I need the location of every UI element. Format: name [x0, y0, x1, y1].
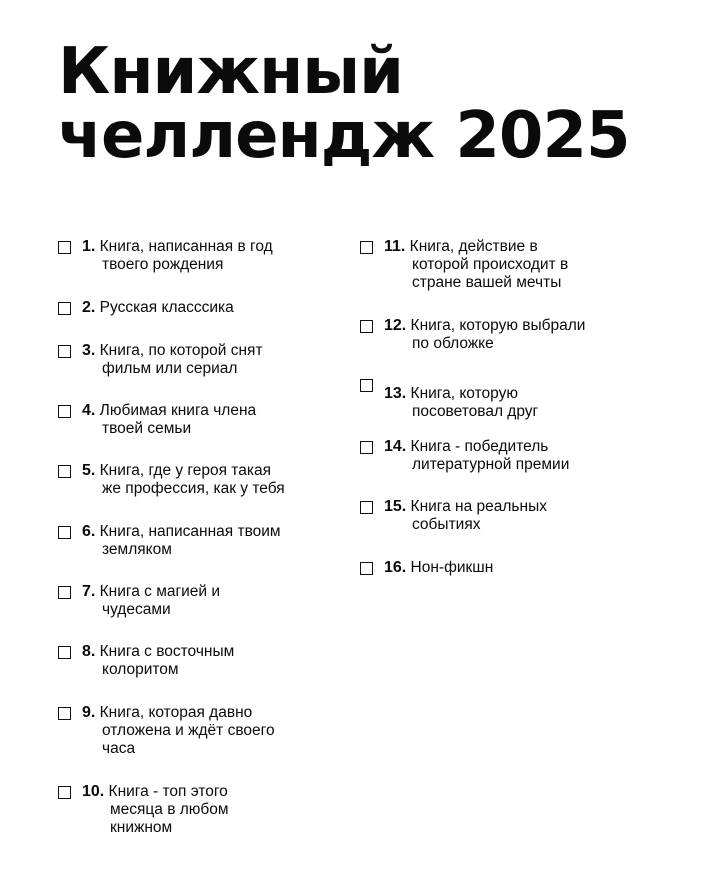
- item-text-line: 14. Книга - победитель: [384, 438, 549, 455]
- item-text-line: 9. Книга, которая давно: [82, 704, 253, 721]
- item-text-line: 15. Книга на реальных: [384, 498, 547, 515]
- item-text-line: книжном: [110, 819, 173, 836]
- item-number: 1.: [82, 238, 96, 255]
- item-text-line: твоего рождения: [102, 256, 224, 273]
- checkbox[interactable]: [58, 302, 71, 315]
- item-text-line: 7. Книга с магией и: [82, 583, 221, 600]
- item-text-line: 8. Книга с восточным: [82, 643, 235, 660]
- item-text-line: 3. Книга, по которой снят: [82, 342, 263, 359]
- item-text-line: 6. Книга, написанная твоим: [82, 523, 281, 540]
- item-text-line: событиях: [412, 516, 481, 533]
- checkbox[interactable]: [360, 379, 373, 392]
- item-text-line: литературной премии: [412, 456, 570, 473]
- item-text: [384, 498, 547, 534]
- item-text-line: чудесами: [102, 601, 171, 618]
- checkbox[interactable]: [58, 586, 71, 599]
- checkbox[interactable]: [58, 465, 71, 478]
- item-text-line: 16. Нон-фикшн: [384, 559, 494, 576]
- item-number: 9.: [82, 704, 96, 721]
- item-text-line: посоветовал друг: [412, 403, 539, 420]
- item-number: 4.: [82, 402, 96, 419]
- item-text: [82, 704, 275, 758]
- item-text: [82, 462, 285, 498]
- item-text-line: 1. Книга, написанная в год: [82, 238, 273, 255]
- item-text-line: фильм или сериал: [102, 360, 238, 377]
- item-text: [384, 317, 585, 353]
- item-number: 7.: [82, 583, 96, 600]
- checkbox[interactable]: [360, 501, 373, 514]
- item-text: [384, 238, 568, 292]
- checkbox[interactable]: [58, 405, 71, 418]
- title-line-2: челлендж 2025: [58, 99, 630, 173]
- item-text-line: колоритом: [102, 661, 179, 678]
- item-text-line: 5. Книга, где у героя такая: [82, 462, 271, 479]
- checkbox[interactable]: [58, 786, 71, 799]
- item-text: [82, 299, 234, 317]
- item-text-line: же профессия, как у тебя: [102, 480, 285, 497]
- item-number: 15.: [384, 498, 407, 515]
- checkbox[interactable]: [58, 646, 71, 659]
- item-text: [82, 643, 234, 679]
- item-text: [82, 783, 229, 837]
- checkbox[interactable]: [58, 526, 71, 539]
- item-text-line: 11. Книга, действие в: [384, 238, 538, 255]
- item-number: 5.: [82, 462, 96, 479]
- item-number: 10.: [82, 783, 105, 800]
- item-text-line: земляком: [102, 541, 172, 558]
- item-text-line: 10. Книга - топ этого: [82, 783, 228, 800]
- item-text-line: стране вашей мечты: [412, 274, 562, 291]
- item-text-line: отложена и ждёт своего: [102, 722, 275, 739]
- item-text: [384, 438, 569, 474]
- checkbox[interactable]: [58, 241, 71, 254]
- item-text-line: твоей семьи: [102, 420, 192, 437]
- item-text-line: 4. Любимая книга члена: [82, 402, 257, 419]
- item-text: [82, 583, 220, 619]
- item-text: [384, 385, 538, 421]
- item-number: 11.: [384, 238, 406, 255]
- item-text-line: по обложке: [412, 335, 494, 352]
- checkbox[interactable]: [58, 345, 71, 358]
- item-text: [384, 559, 493, 577]
- item-text-line: месяца в любом: [110, 801, 229, 818]
- item-text: [82, 342, 263, 378]
- item-number: 13.: [384, 385, 407, 402]
- page-title: [58, 35, 630, 173]
- item-text-line: 12. Книга, которую выбрали: [384, 317, 586, 334]
- checkbox[interactable]: [360, 441, 373, 454]
- item-number: 16.: [384, 559, 407, 576]
- item-text: [82, 523, 281, 559]
- item-number: 12.: [384, 317, 407, 334]
- item-number: 14.: [384, 438, 407, 455]
- item-text-line: которой происходит в: [412, 256, 569, 273]
- item-text: [82, 402, 256, 438]
- item-text-line: 13. Книга, которую: [384, 385, 518, 402]
- checkbox[interactable]: [360, 241, 373, 254]
- item-number: 8.: [82, 643, 96, 660]
- checkbox[interactable]: [58, 707, 71, 720]
- item-text-line: 2. Русская класссика: [82, 299, 234, 316]
- item-text-line: часа: [102, 740, 136, 757]
- title-line-1: Книжный: [58, 35, 403, 109]
- item-text: [82, 238, 273, 274]
- item-number: 3.: [82, 342, 96, 359]
- checkbox[interactable]: [360, 562, 373, 575]
- item-number: 2.: [82, 299, 96, 316]
- checkbox[interactable]: [360, 320, 373, 333]
- item-number: 6.: [82, 523, 96, 540]
